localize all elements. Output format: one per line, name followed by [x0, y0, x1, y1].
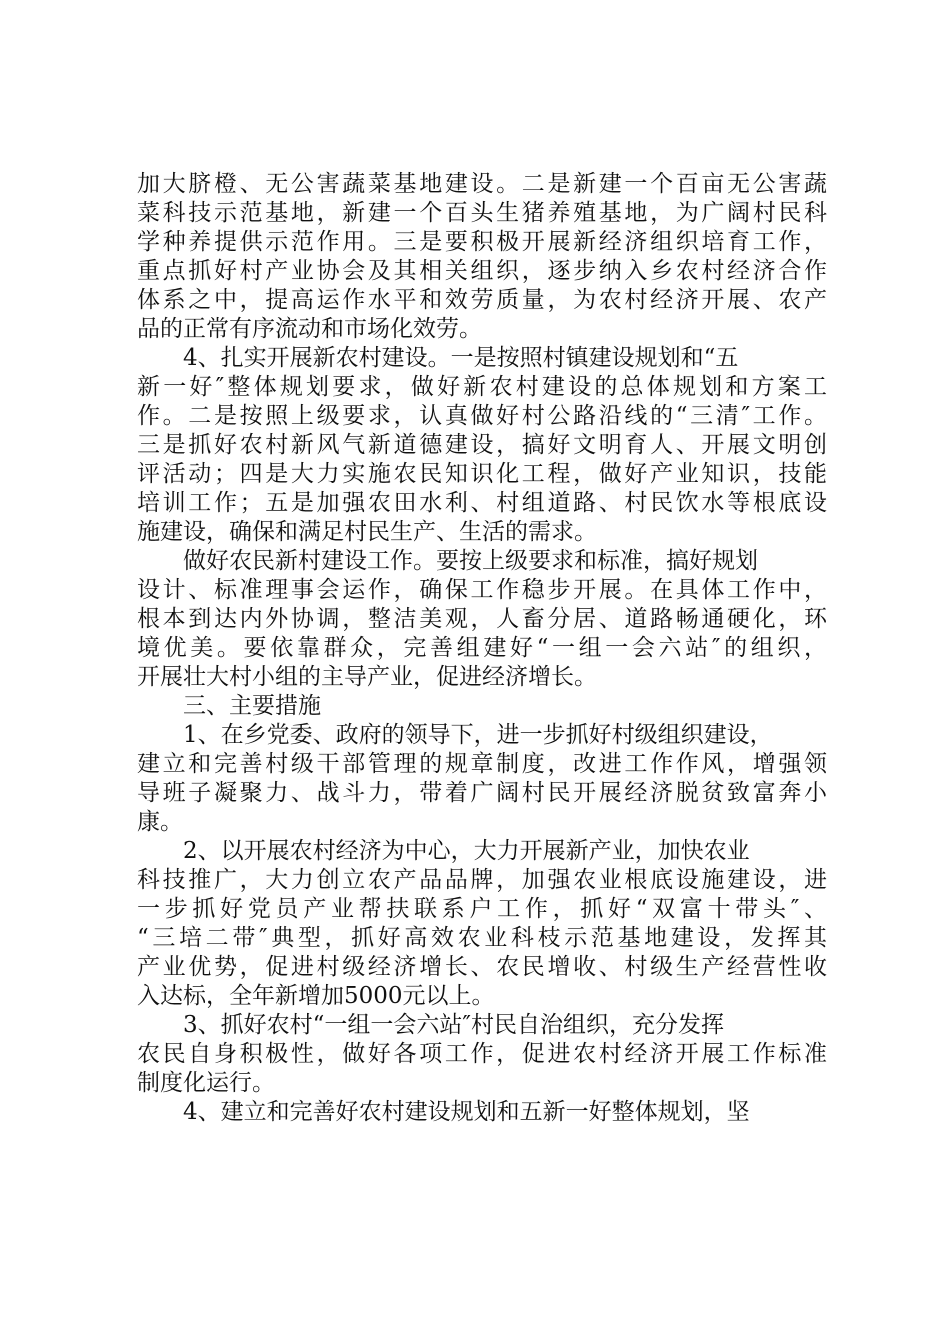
text-line: 施建设，确保和满足村民生产、生活的需求。: [137, 519, 597, 545]
text-line: 加大脐橙、无公害蔬菜基地建设。二是新建一个百亩无公害蔬: [137, 171, 827, 197]
text-line: 评活动；四是大力实施农民知识化工程，做好产业知识，技能: [137, 461, 827, 487]
text-line: 建立和完善村级干部管理的规章制度，改进工作作风，增强领: [137, 751, 827, 777]
text-line: 入达标，全年新增加5000元以上。: [137, 983, 495, 1009]
text-line: 菜科技示范基地，新建一个百头生猪养殖基地，为广阔村民科: [137, 200, 827, 226]
text-line: 3、抓好农村“一组一会六站″村民自治组织，充分发挥: [183, 1012, 724, 1038]
text-line: 三是抓好农村新风气新道德建设，搞好文明育人、开展文明创: [137, 432, 827, 458]
text-line: 科技推广，大力创立农产品品牌，加强农业根底设施建设，进: [137, 867, 827, 893]
text-line: 产业优势，促进村级经济增长、农民增收、村级生产经营性收: [137, 954, 827, 980]
text-line: 学种养提供示范作用。三是要积极开展新经济组织培育工作，: [137, 229, 827, 255]
text-line: 导班子凝聚力、战斗力，带着广阔村民开展经济脱贫致富奔小: [137, 780, 827, 806]
text-line: 康。: [137, 809, 183, 835]
text-line: 4、扎实开展新农村建设。一是按照村镇建设规划和“五: [183, 345, 739, 371]
text-line: 1、在乡党委、政府的领导下，进一步抓好村级组织建设，: [183, 722, 773, 748]
text-line: 4、建立和完善好农村建设规划和五新一好整体规划，坚: [183, 1099, 750, 1125]
text-line: 根本到达内外协调，整洁美观，人畜分居、道路畅通硬化，环: [137, 606, 827, 632]
text-line: 培训工作；五是加强农田水利、村组道路、村民饮水等根底设: [137, 490, 827, 516]
text-line: 做好农民新村建设工作。要按上级要求和标准，搞好规划: [183, 548, 758, 574]
text-line: 2、以开展农村经济为中心，大力开展新产业，加快农业: [183, 838, 750, 864]
text-line: 一步抓好党员产业帮扶联系户工作，抓好“双富十带头″、: [137, 896, 827, 922]
document-body: [137, 170, 827, 1127]
text-line: 品的正常有序流动和市场化效劳。: [137, 316, 482, 342]
text-line: 设计、标准理事会运作，确保工作稳步开展。在具体工作中，: [137, 577, 827, 603]
text-line: 开展壮大村小组的主导产业，促进经济增长。: [137, 664, 597, 690]
text-line: 体系之中，提高运作水平和效劳质量，为农村经济开展、农产: [137, 287, 827, 313]
text-line: “三培二带″典型，抓好高效农业科枝示范基地建设，发挥其: [137, 925, 827, 951]
text-line: 农民自身积极性，做好各项工作，促进农村经济开展工作标准: [137, 1041, 827, 1067]
text-line: 重点抓好村产业协会及其相关组织，逐步纳入乡农村经济合作: [137, 258, 827, 284]
text-line: 新一好″整体规划要求，做好新农村建设的总体规划和方案工: [137, 374, 827, 400]
section-heading: 三、主要措施: [183, 693, 321, 719]
text-line: 制度化运行。: [137, 1070, 275, 1096]
text-line: 境优美。要依靠群众，完善组建好“一组一会六站″的组织，: [137, 635, 827, 661]
text-line: 作。二是按照上级要求，认真做好村公路沿线的“三清″工作。: [137, 403, 827, 429]
